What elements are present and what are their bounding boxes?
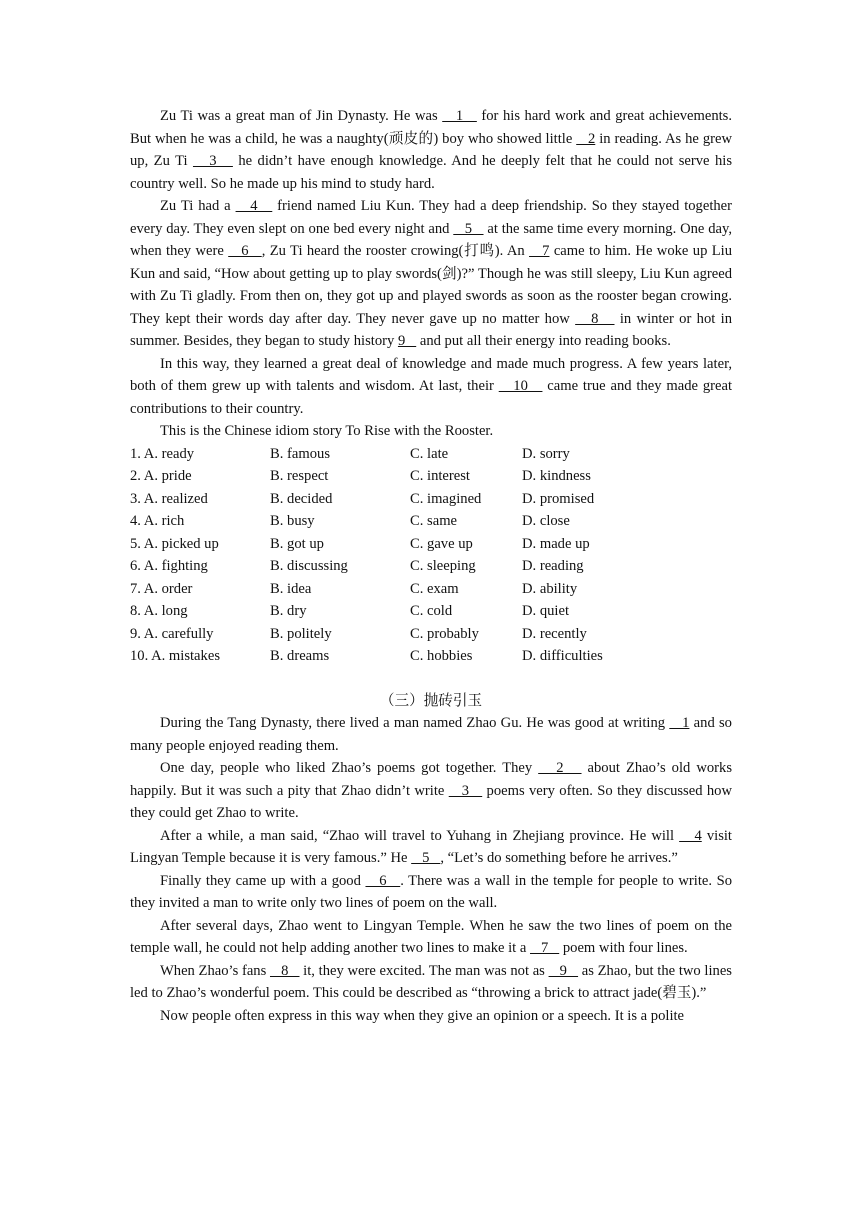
blank-3: 3 [192, 153, 233, 169]
text: friend named Liu Kun. They had a deep friendship. So they stayed together every day. They even slept on one bed every night and [130, 198, 733, 237]
blank-9: 9 [397, 333, 417, 349]
option-a: 4. A. rich [130, 513, 185, 529]
blank-3: 3 [448, 782, 483, 799]
option-d: D. ability [522, 580, 578, 597]
option-a: 6. A. fighting [130, 558, 208, 574]
option-d: D. reading [522, 558, 584, 574]
option-d: D. promised [522, 490, 595, 507]
option-a: 7. A. order [130, 580, 193, 597]
text: poems very often. So they discussed how they could get Zhao to write. [130, 782, 732, 821]
option-d: D. made up [522, 535, 590, 552]
option-row-1 [130, 443, 732, 466]
section-heading: （三）抛砖引玉 [379, 692, 483, 709]
option-c: C. exam [410, 580, 459, 597]
blank-10: 10 [498, 378, 543, 394]
option-d: D. kindness [522, 468, 591, 484]
option-c: C. interest [410, 468, 470, 484]
option-a: 10. A. mistakes [130, 648, 220, 664]
option-d: D. difficulties [522, 648, 603, 664]
text: as Zhao, but the two lines led to Zhao’s wonderful poem. This could be described as “throwing a brick to attract jade(碧玉).” [130, 962, 732, 1001]
option-c: C. same [410, 513, 458, 529]
option-b: B. discussing [270, 558, 348, 574]
option-b: B. dreams [270, 648, 330, 664]
option-row-3 [130, 488, 732, 511]
option-a: 5. A. picked up [130, 535, 219, 552]
text: After several days, Zhao went to Lingyan Temple. When he saw the two lines of poem on the temple wall, he could not help adding another two lines to make it a [130, 917, 732, 956]
text: When Zhao’s fans [160, 962, 270, 979]
option-row-9 [130, 623, 732, 646]
option-c: C. sleeping [410, 558, 476, 574]
option-b: B. respect [270, 468, 329, 484]
text: After a while, a man said, “Zhao will travel to Yuhang in Zhejiang province. He will [160, 827, 680, 844]
text: for his hard work and great achievements. But when he was a child, he was a naughty(顽皮的) boy who showed little [130, 108, 732, 147]
option-row-5 [130, 533, 732, 556]
text: in winter or hot in summer. Besides, they began to study history [130, 310, 732, 349]
option-a: 1. A. ready [130, 445, 195, 462]
option-b: B. famous [270, 445, 330, 462]
option-a: 3. A. realized [130, 490, 208, 507]
option-row-6 [130, 555, 732, 578]
option-c: C. cold [410, 603, 453, 619]
text: During the Tang Dynasty, there lived a man named Zhao Gu. He was good at writing [160, 715, 670, 731]
text: and so many people enjoyed reading them. [130, 715, 732, 754]
option-c: C. late [410, 445, 449, 462]
text: he didn’t have enough knowledge. And he deeply felt that he could not serve his country well. So he made up his mind to study hard. [130, 153, 733, 192]
blank-5: 5 [411, 850, 441, 866]
blank-1: 1 [442, 108, 477, 124]
document-page [130, 105, 732, 1027]
passage2-paragraph-4 [130, 870, 732, 915]
text: Zu Ti had a [160, 198, 236, 214]
passage2-paragraph-6 [130, 960, 732, 1005]
text: , “Let’s do something before he arrives.” [440, 850, 678, 866]
blank-6: 6 [365, 872, 401, 889]
option-c: C. probably [410, 625, 479, 642]
option-c: C. imagined [410, 490, 482, 507]
option-row-2 [130, 465, 732, 488]
option-b: B. decided [270, 490, 333, 507]
passage2-paragraph-3 [130, 825, 732, 870]
passage2-paragraph-7: Now people often express in this way when they give an opinion or a speech. It is a polite [160, 1007, 685, 1024]
text: . There was a wall in the temple for people to write. So they invited a man to write only two lines of poem on the wall. [130, 872, 733, 911]
text: In this way, they learned a great deal of knowledge and made much progress. A few years later, both of them grew up with talents and wisdom. At last, their [130, 355, 732, 394]
option-b: B. politely [270, 625, 332, 642]
blank-5: 5 [453, 220, 484, 237]
text: , Zu Ti heard the rooster crowing(打鸣). An [261, 243, 530, 259]
blank-7: 7 [529, 243, 550, 259]
blank-4: 4 [679, 827, 702, 844]
text: Zu Ti was a great man of Jin Dynasty. He was [160, 108, 443, 124]
blank-2: 2 [538, 760, 582, 776]
option-b: B. got up [270, 535, 324, 552]
option-b: B. idea [270, 580, 312, 597]
text: at the same time every morning. One day, when they were [130, 220, 732, 259]
passage1-paragraph-1 [130, 105, 732, 195]
options-list [130, 443, 732, 668]
passage1-paragraph-3 [130, 353, 732, 421]
text: about Zhao’s old works happily. But it was such a pity that Zhao didn’t write [130, 760, 732, 799]
blank-7: 7 [530, 940, 560, 956]
text: came true and they made great contributions to their country. [130, 378, 732, 417]
option-c: C. gave up [410, 535, 473, 552]
option-row-4 [130, 510, 732, 533]
text: One day, people who liked Zhao’s poems got together. They [160, 760, 539, 776]
option-d: D. close [522, 513, 570, 529]
option-d: D. quiet [522, 603, 570, 619]
option-a: 2. A. pride [130, 468, 192, 484]
text: Finally they came up with a good [160, 872, 366, 889]
option-b: B. dry [270, 603, 307, 619]
option-row-7 [130, 578, 732, 601]
option-c: C. hobbies [410, 648, 473, 664]
option-d: D. sorry [522, 445, 570, 462]
text: it, they were excited. The man was not as [299, 962, 549, 979]
option-row-8 [130, 600, 732, 623]
text: visit Lingyan Temple because it is very famous.” He [130, 827, 732, 866]
blank-2: 2 [576, 130, 596, 147]
passage2-paragraph-1 [130, 712, 732, 757]
passage1-paragraph-2 [130, 195, 732, 353]
blank-8: 8 [269, 962, 300, 979]
option-row-10 [130, 645, 732, 668]
text: poem with four lines. [559, 940, 688, 956]
blank-9: 9 [548, 962, 579, 979]
text: and put all their energy into reading books. [416, 333, 671, 349]
text: came to him. He woke up Liu Kun and said, “How about getting up to play swords(剑)?” Though he was still sleepy, Liu Kun agreed with Zu Ti gladly. From then on, they got up and played swords as soon as the rooster began crowing. They kept their words day after day. They never gave up no matter how [130, 243, 733, 327]
text: in reading. As he grew up, Zu Ti [130, 130, 732, 169]
passage2-paragraph-5 [130, 915, 732, 960]
option-a: 8. A. long [130, 603, 188, 619]
blank-1: 1 [669, 715, 690, 731]
blank-4: 4 [235, 198, 273, 214]
option-d: D. recently [522, 625, 587, 642]
passage1-paragraph-4: This is the Chinese idiom story To Rise with the Rooster. [160, 423, 494, 439]
blank-6: 6 [228, 243, 262, 259]
passage2-paragraph-2 [130, 757, 732, 825]
blank-8: 8 [575, 310, 615, 327]
option-b: B. busy [270, 513, 315, 529]
option-a: 9. A. carefully [130, 625, 214, 642]
